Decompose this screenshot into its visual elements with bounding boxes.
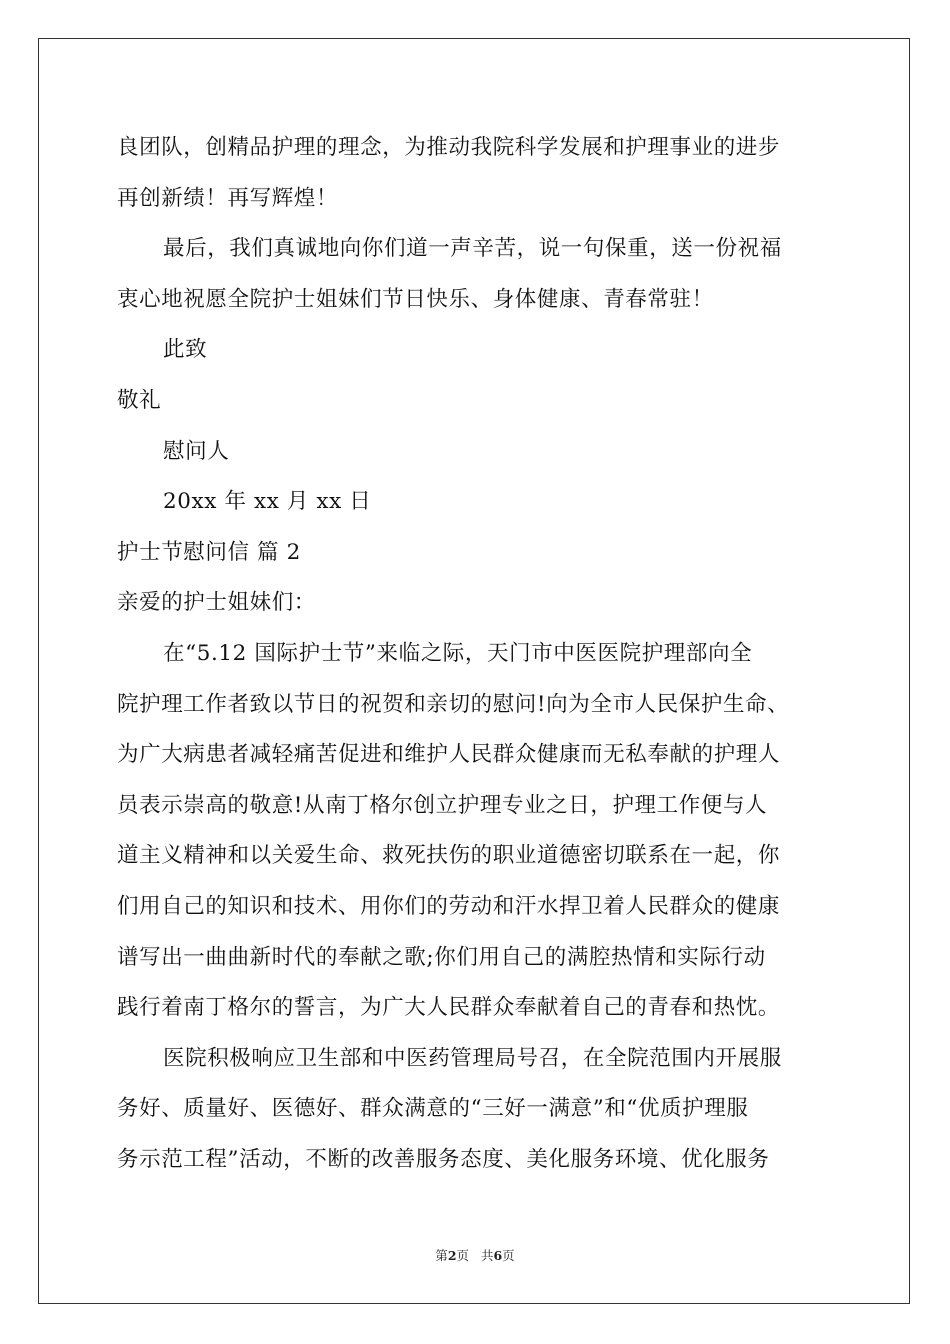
total-prefix: 共 bbox=[480, 1248, 494, 1263]
total-pages: 6 bbox=[493, 1248, 503, 1263]
text-line: 们用自己的知识和技术、用你们的劳动和汗水捍卫着人民群众的健康 bbox=[117, 893, 781, 919]
text-line: 员表示崇高的敬意!从南丁格尔创立护理专业之日，护理工作便与人 bbox=[117, 792, 768, 818]
page-footer bbox=[0, 1246, 950, 1264]
document-body bbox=[117, 123, 837, 1185]
closing-salutation: 此致 bbox=[163, 337, 208, 363]
text-line: 院护理工作者致以节日的祝贺和亲切的慰问!向为全市人民保护生命、 bbox=[117, 691, 790, 717]
signature: 慰问人 bbox=[163, 438, 230, 464]
text-line: 践行着南丁格尔的誓言，为广大人民群众奉献着自己的青春和热忱。 bbox=[117, 995, 781, 1021]
text-line: 务好、质量好、医德好、群众满意的“三好一满意”和“优质护理服 bbox=[117, 1096, 749, 1122]
closing-regards: 敬礼 bbox=[117, 387, 162, 413]
date-line: 20xx 年 xx 月 xx 日 bbox=[163, 489, 372, 515]
text-line: 医院积极响应卫生部和中医药管理局号召，在全院范围内开展服 bbox=[163, 1045, 782, 1071]
text-line: 在“5.12 国际护士节”来临之际，天门市中医医院护理部向全 bbox=[163, 640, 753, 666]
text-line: 良团队，创精品护理的理念，为推动我院科学发展和护理事业的进步 bbox=[117, 135, 781, 160]
page-number: 2 bbox=[447, 1248, 457, 1263]
text-line: 道主义精神和以关爱生命、救死扶伤的职业道德密切联系在一起，你 bbox=[117, 843, 781, 869]
text-line: 衷心地祝愿全院护士姐妹们节日快乐、身体健康、青春常驻！ bbox=[117, 286, 714, 312]
text-line: 最后，我们真诚地向你们道一声辛苦，说一句保重，送一份祝福 bbox=[163, 236, 782, 262]
greeting: 亲爱的护士姐妹们： bbox=[117, 590, 316, 616]
page-suffix: 页 bbox=[456, 1248, 470, 1263]
page-prefix: 第 bbox=[435, 1248, 448, 1263]
total-suffix: 页 bbox=[502, 1248, 515, 1263]
section-heading: 护士节慰问信 篇 2 bbox=[117, 539, 301, 565]
text-line: 再创新绩！再写辉煌！ bbox=[117, 185, 339, 211]
text-line: 为广大病患者减轻痛苦促进和维护人民群众健康而无私奉献的护理人 bbox=[117, 742, 781, 768]
text-line: 谱写出一曲曲新时代的奉献之歌;你们用自己的满腔热情和实际行动 bbox=[117, 944, 766, 970]
text-line: 务示范工程”活动，不断的改善服务态度、美化服务环境、优化服务 bbox=[117, 1146, 770, 1172]
